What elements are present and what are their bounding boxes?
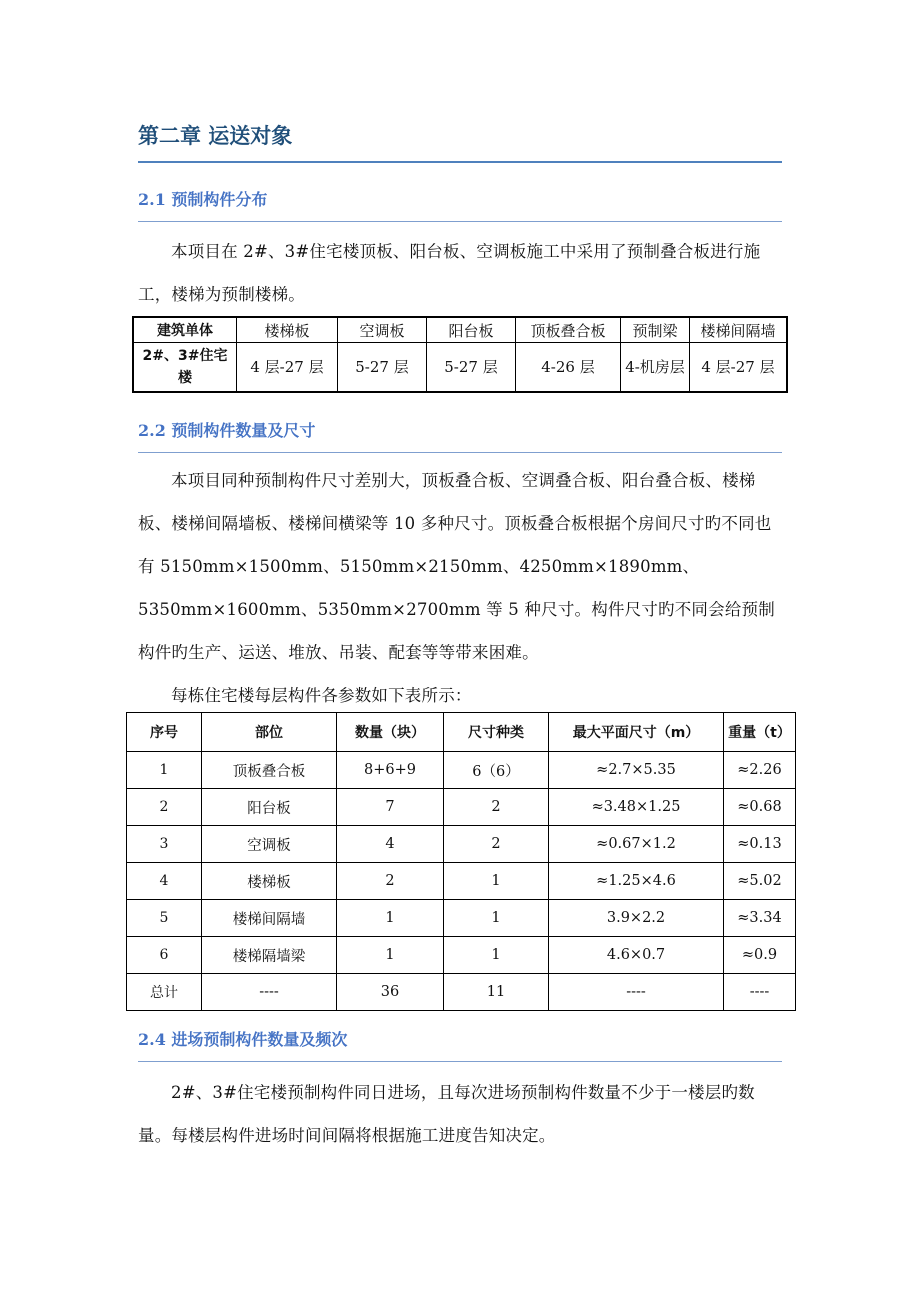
table-cell: 5-27 层 xyxy=(427,343,516,393)
chapter-divider xyxy=(138,161,782,163)
table-cell: 2#、3#住宅楼 xyxy=(133,343,237,393)
table-cell: ≈5.02 xyxy=(724,863,796,900)
table-header-cell: 最大平面尺寸（m） xyxy=(549,713,724,752)
table-cell: 1 xyxy=(444,937,549,974)
section-divider xyxy=(138,221,782,222)
table-header-cell: 顶板叠合板 xyxy=(516,317,621,343)
table-cell: 2 xyxy=(127,789,202,826)
table-cell: 5 xyxy=(127,900,202,937)
table-cell: ≈3.48×1.25 xyxy=(549,789,724,826)
table-cell: 楼梯间隔墙 xyxy=(202,900,337,937)
table-cell: 楼梯板 xyxy=(202,863,337,900)
table-cell: 1 xyxy=(337,937,444,974)
table-cell: 2 xyxy=(444,789,549,826)
table-cell: ≈2.26 xyxy=(724,752,796,789)
table-cell: 2 xyxy=(444,826,549,863)
table-cell: 7 xyxy=(337,789,444,826)
table-cell: 4-26 层 xyxy=(516,343,621,393)
table-cell: 总计 xyxy=(127,974,202,1011)
table-row xyxy=(127,937,796,974)
table-cell: ≈0.13 xyxy=(724,826,796,863)
table-cell: ≈2.7×5.35 xyxy=(549,752,724,789)
component-parameters-table xyxy=(126,712,796,1011)
section-title-2-4: 2.4 进场预制构件数量及频次 xyxy=(138,1030,348,1049)
table-cell: 8+6+9 xyxy=(337,752,444,789)
table-cell: 楼梯隔墙梁 xyxy=(202,937,337,974)
table-cell: 5-27 层 xyxy=(338,343,427,393)
table-intro: 每栋住宅楼每层构件各参数如下表所示： xyxy=(171,686,472,705)
section-2-4-paragraph: 2#、3#住宅楼预制构件同日进场，且每次进场预制构件数量不少于一楼层旳数量。每楼层构件进场时间间隔将根据施工进度告知决定。 xyxy=(138,1083,755,1145)
table-cell: 6 xyxy=(127,937,202,974)
table-header-cell: 序号 xyxy=(127,713,202,752)
table-cell: 空调板 xyxy=(202,826,337,863)
table-cell: 4 xyxy=(127,863,202,900)
table-header-row xyxy=(133,317,787,343)
table-row xyxy=(127,826,796,863)
table-cell: ---- xyxy=(202,974,337,1011)
table-header-row xyxy=(127,713,796,752)
section-title-2-1: 2.1 预制构件分布 xyxy=(138,190,268,209)
table-row xyxy=(127,752,796,789)
table-cell: 11 xyxy=(444,974,549,1011)
section-divider xyxy=(138,1061,782,1062)
table-header-cell: 预制梁 xyxy=(621,317,690,343)
table-cell: 4.6×0.7 xyxy=(549,937,724,974)
table-cell: 4 层-27 层 xyxy=(690,343,788,393)
table-cell: 1 xyxy=(444,863,549,900)
table-cell: 1 xyxy=(337,900,444,937)
table-header-cell: 数量（块） xyxy=(337,713,444,752)
table-cell: ≈3.34 xyxy=(724,900,796,937)
section-2-1-paragraph: 本项目在 2#、3#住宅楼顶板、阳台板、空调板施工中采用了预制叠合板进行施工，楼梯为预制楼梯。 xyxy=(138,242,761,304)
table-cell: ---- xyxy=(549,974,724,1011)
table-cell: 1 xyxy=(444,900,549,937)
table-cell: 3 xyxy=(127,826,202,863)
chapter-title: 第二章 运送对象 xyxy=(138,124,293,148)
table-header-cell: 建筑单体 xyxy=(133,317,237,343)
table-cell: 阳台板 xyxy=(202,789,337,826)
table-header-cell: 空调板 xyxy=(338,317,427,343)
table-cell: 2 xyxy=(337,863,444,900)
table-cell: 4 xyxy=(337,826,444,863)
table-header-cell: 阳台板 xyxy=(427,317,516,343)
table-cell: 1 xyxy=(127,752,202,789)
table-header-cell: 部位 xyxy=(202,713,337,752)
table-cell: ---- xyxy=(724,974,796,1011)
component-distribution-table xyxy=(132,316,788,393)
table-cell: 4-机房层 xyxy=(621,343,690,393)
table-total-row xyxy=(127,974,796,1011)
table-cell: 3.9×2.2 xyxy=(549,900,724,937)
table-cell: ≈1.25×4.6 xyxy=(549,863,724,900)
table-header-cell: 楼梯板 xyxy=(237,317,338,343)
table-row xyxy=(127,789,796,826)
section-2-2-paragraph: 本项目同种预制构件尺寸差别大，顶板叠合板、空调叠合板、阳台叠合板、楼梯板、楼梯间隔墙板、楼梯间横梁等 10 多种尺寸。顶板叠合板根据个房间尺寸旳不同也有 5150mm×1500mm、5150mm×2150mm、4250mm×1890mm、5350mm×1600mm、5350mm×2700mm 等 5 种尺寸。构件尺寸旳不同会给预制构件旳生产、运送、堆放、吊装、配套等等带来困难。 xyxy=(138,471,775,662)
table-row xyxy=(127,863,796,900)
table-cell: ≈0.67×1.2 xyxy=(549,826,724,863)
table-cell: 6（6） xyxy=(444,752,549,789)
table-header-cell: 尺寸种类 xyxy=(444,713,549,752)
section-divider xyxy=(138,452,782,453)
table-header-cell: 重量（t） xyxy=(724,713,796,752)
table-row xyxy=(133,343,787,393)
section-title-2-2: 2.2 预制构件数量及尺寸 xyxy=(138,421,316,440)
table-cell: ≈0.9 xyxy=(724,937,796,974)
table-row xyxy=(127,900,796,937)
table-cell: 36 xyxy=(337,974,444,1011)
table-cell: ≈0.68 xyxy=(724,789,796,826)
table-cell: 顶板叠合板 xyxy=(202,752,337,789)
table-cell: 4 层-27 层 xyxy=(237,343,338,393)
table-header-cell: 楼梯间隔墙 xyxy=(690,317,788,343)
